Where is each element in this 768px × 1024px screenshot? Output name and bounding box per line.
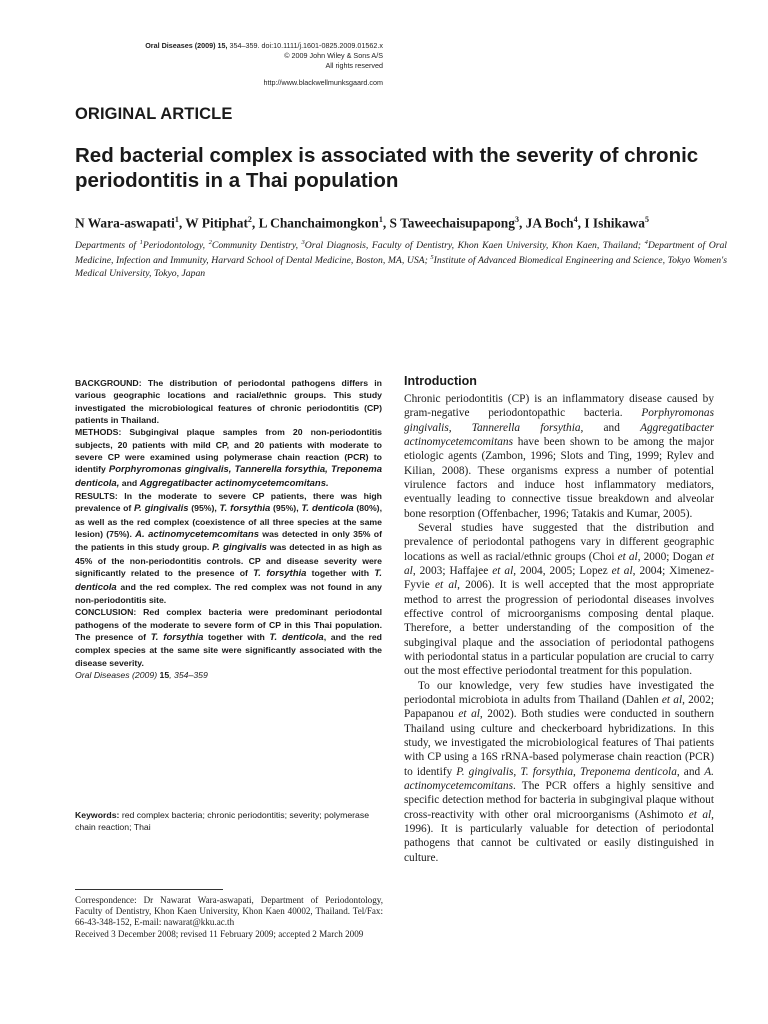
intro-etal: et al — [458, 708, 480, 721]
intro-etal: et al — [661, 693, 683, 706]
intro-species: Porphyromonas gingivalis, Tannerella forsythia, — [404, 407, 714, 434]
affiliation-4: Department of Oral Medicine, Infection and Immunity, Harvard School of Dental Medicine, Boston, MA, USA; — [75, 240, 727, 267]
author-list: N Wara-aswapati$^1$, W Pitiphat$^2$, L Chanchaimongkon$^1$, S Taweechaisupapong$^3$, JA Boch$^4$, I Ishikawa$^5$ — [75, 215, 650, 231]
abstract-results-text: (80%), as well as the red complex (coexistence of all three species at the same lesion) (75%). — [75, 503, 382, 540]
affiliation-mark: 1 — [139, 239, 143, 246]
intro-etal: et al — [611, 564, 633, 577]
abstract-species: P. gingivalis — [212, 542, 267, 554]
author: L Chanchaimongkon — [258, 215, 379, 231]
affiliation-mark: 5 — [430, 254, 434, 262]
journal-citation-bold: Oral Diseases (2009) 15, — [145, 41, 228, 50]
intro-species: Treponema denticola — [579, 765, 677, 778]
author-affiliation-mark: 2 — [247, 215, 252, 224]
article-title: Red bacterial complex is associated with the severity of chronic periodontitis in a Thai population — [75, 144, 699, 192]
intro-text: , — [513, 765, 521, 778]
introduction-heading: Introduction — [404, 374, 477, 388]
author-affiliation-mark: 5 — [645, 215, 650, 224]
affiliation-mark: 4 — [644, 239, 648, 246]
author: S Taweechaisupapong — [389, 215, 515, 231]
footnote-divider — [75, 889, 223, 890]
intro-species: P. gingivalis — [456, 765, 514, 778]
affiliation-intro: Departments of — [75, 240, 140, 252]
intro-etal: et al — [435, 579, 458, 592]
intro-text: , and — [676, 765, 705, 778]
affiliations — [75, 237, 727, 280]
intro-paragraph — [404, 679, 714, 865]
correspondence-note — [75, 895, 383, 940]
publisher-url[interactable]: http://www.blackwellmunksgaard.com — [263, 78, 383, 87]
citation-journal: Oral Diseases — [75, 669, 130, 680]
intro-paragraph — [404, 392, 714, 521]
author: W Pitiphat — [185, 215, 248, 231]
intro-text: , 2002). Both studies were conducted in southern Thailand using culture and checkerboard hybridizations. In this study, we investigated the microbiological features of Thai patients with CP using a 16S rRNA-based polymerase chain reaction (PCR) to identify — [404, 708, 714, 778]
abstract-species: T. forsythia — [219, 503, 271, 515]
abstract-species: T. forsythia — [253, 568, 307, 580]
abstract-citation — [75, 670, 208, 680]
author-affiliation-mark: 3 — [514, 215, 519, 224]
intro-text: , 2006). It is well accepted that the most appropriate method to arrest the progression of periodontal diseases involves effective control of microorganisms composing dental plaque. Therefore, a better understanding of the composition of the subgingival plaque and the association of periodontal pathogens with periodontal status in a particular population are crucial to carry out the most effective periodontal treatment for this population. — [404, 579, 714, 678]
intro-text: , 2004, 2005; Lopez — [513, 564, 612, 577]
intro-text: , 1996). It is particularly valuable for detection of periodontal pathogens that cannot be cultivated or easily distinguished in culture. — [404, 808, 714, 864]
journal-header — [100, 41, 383, 71]
affiliation-3: Oral Diagnosis, Faculty of Dentistry, Khon Kaen University, Khon Kaen, Thailand; — [304, 240, 645, 252]
author-affiliation-mark: 1 — [378, 215, 383, 224]
intro-text: , 2002; Papapanou — [404, 693, 714, 721]
abstract-species: Porphyromonas gingivalis, Tannerella forsythia, Treponema denticola, — [75, 464, 382, 489]
abstract-species: A. actinomycetemcomitans — [135, 529, 260, 541]
abstract-methods-label: METHODS: — [75, 427, 122, 438]
intro-text: and — [583, 421, 641, 434]
abstract-results-label: RESULTS: — [75, 491, 118, 502]
intro-species: Aggregatibacter actinomycetemcomitans — [404, 421, 714, 448]
abstract-methods-text: Subgingival plaque samples from 20 non-periodontitis subjects, 20 patients with mild CP, and 20 patients with moderate to severe CP were examined using polymerase chain reaction (PCR) to identify — [75, 427, 382, 475]
abstract-results-text: (95%), — [188, 503, 220, 514]
citation-year: (2009) — [129, 669, 160, 680]
intro-text: have been shown to be among the major etiologic agents (Zambon, 1996; Slots and Ting, 1999; Rylev and Kilian, 2008). These organisms express a number of potential virulence factors and induce host inflammatory mediators, eventually leading to connective tissue breakdown and alveolar bone resorption (Offenbacher, 1996; Tatakis and Kumar, 2005). — [404, 435, 714, 520]
intro-etal: et al — [404, 550, 714, 577]
intro-etal: et al — [492, 564, 514, 577]
author: JA Boch — [525, 215, 574, 231]
intro-paragraph — [404, 521, 714, 679]
abstract-methods-text: and — [119, 477, 140, 488]
author: N Wara-aswapati — [75, 215, 175, 231]
keywords-text: red complex bacteria; chronic periodontitis; severity; polymerase chain reaction; Thai — [75, 810, 370, 833]
intro-etal: et al — [617, 550, 638, 563]
abstract-conclusion-text: together with — [203, 631, 270, 642]
affiliation-1: Periodontology, — [142, 240, 209, 252]
keywords — [75, 809, 382, 834]
citation-volume: 15 — [159, 669, 170, 680]
abstract-results-text: was detected in as high as 45% of the non-periodontitis controls. CP and disease severity were significantly related to the presence of — [75, 542, 382, 579]
keywords-label: Keywords: — [75, 810, 120, 820]
intro-text: , — [573, 765, 580, 778]
affiliation-mark: 3 — [301, 239, 305, 246]
correspondence-text: Correspondence: Dr Nawarat Wara-aswapati, Department of Periodontology, Faculty of Dentistry, Khon Kaen University, Khon Kaen 40002, Thailand. Tel/Fax: 66-43-348-152, E-mail: nawarat@kku.ac.th — [75, 895, 383, 928]
abstract-results-text: and the red complex. The red complex was not found in any non-periodontitis site. — [75, 581, 382, 605]
abstract-background: The distribution of periodontal pathogens differs in various geographic locations and racial/ethnic groups. This study investigated the microbiological features of chronic periodontitis (CP) patients in Thailand. — [75, 378, 382, 426]
abstract-results-text: (95%), — [270, 503, 302, 514]
intro-text: , 2004; Ximenez-Fyvie — [404, 564, 714, 592]
abstract-species: T. denticola — [301, 503, 354, 515]
affiliation-5: Institute of Advanced Biomedical Engineering and Science, Tokyo Women's Medical University, Tokyo, Japan — [75, 255, 727, 279]
intro-text: Chronic periodontitis (CP) is an inflammatory disease caused by gram-negative periodontopathic bacteria. — [404, 393, 714, 420]
abstract-species: P. gingivalis — [134, 503, 189, 515]
intro-text: . The PCR offers a highly sensitive and specific detection method for bacteria in subgingival plaque without cross-reactivity with other oral microorganisms (Ashimoto — [404, 779, 714, 821]
copyright-line: © 2009 John Wiley & Sons A/S — [284, 51, 383, 60]
journal-doi: 354–359. doi:10.1111/j.1601-0825.2009.01562.x — [227, 41, 383, 50]
author-affiliation-mark: 4 — [573, 215, 578, 224]
intro-species: T. forsythia — [520, 765, 574, 778]
introduction-body — [404, 392, 714, 865]
abstract-species: Aggregatibacter actinomycetemcomitans. — [139, 477, 329, 489]
abstract-conclusion-text: Red complex bacteria were predominant periodontal pathogens of the moderate to severe form of CP in this Thai population. The presence of — [75, 607, 382, 642]
received-dates: Received 3 December 2008; revised 11 February 2009; accepted 2 March 2009 — [75, 928, 364, 939]
intro-text: Several studies have suggested that the distribution and prevalence of periodontal pathogens vary in different geographic locations as well as racial/ethnic groups (Choi — [404, 521, 714, 563]
article-type: ORIGINAL ARTICLE — [75, 105, 233, 123]
abstract-conclusion-label: CONCLUSION: — [75, 607, 137, 618]
affiliation-mark: 2 — [208, 239, 212, 246]
intro-etal: et al — [688, 808, 712, 821]
affiliation-2: Community Dentistry, — [211, 240, 302, 252]
abstract-results-text: together with — [306, 568, 375, 579]
author-affiliation-mark: 1 — [174, 215, 179, 224]
abstract-background-label: BACKGROUND: — [75, 378, 142, 388]
intro-text: To our knowledge, very few studies have investigated the periodontal microbiota in adults from Thailand (Dahlen — [404, 679, 714, 706]
author: I Ishikawa — [584, 215, 646, 231]
intro-text: , 2000; Dogan — [637, 550, 706, 563]
citation-pages: , 354–359 — [169, 669, 208, 680]
abstract-species: T. denticola — [269, 631, 324, 643]
intro-species: A. actinomycetemcomitans — [404, 765, 715, 792]
abstract-conclusion-text: , and the red complex species at the same site were significantly associated with the disease severity. — [75, 631, 382, 668]
abstract-species: T. forsythia — [150, 631, 204, 643]
intro-text: , 2003; Haffajee — [412, 564, 493, 577]
abstract-species: T. denticola — [75, 568, 382, 593]
abstract — [75, 377, 382, 681]
rights-line: All rights reserved — [325, 61, 383, 70]
abstract-results-text: was detected in only 35% of the patients in this study group. — [75, 529, 383, 553]
abstract-results-text: In the moderate to severe CP patients, there was high prevalence of — [75, 491, 382, 514]
